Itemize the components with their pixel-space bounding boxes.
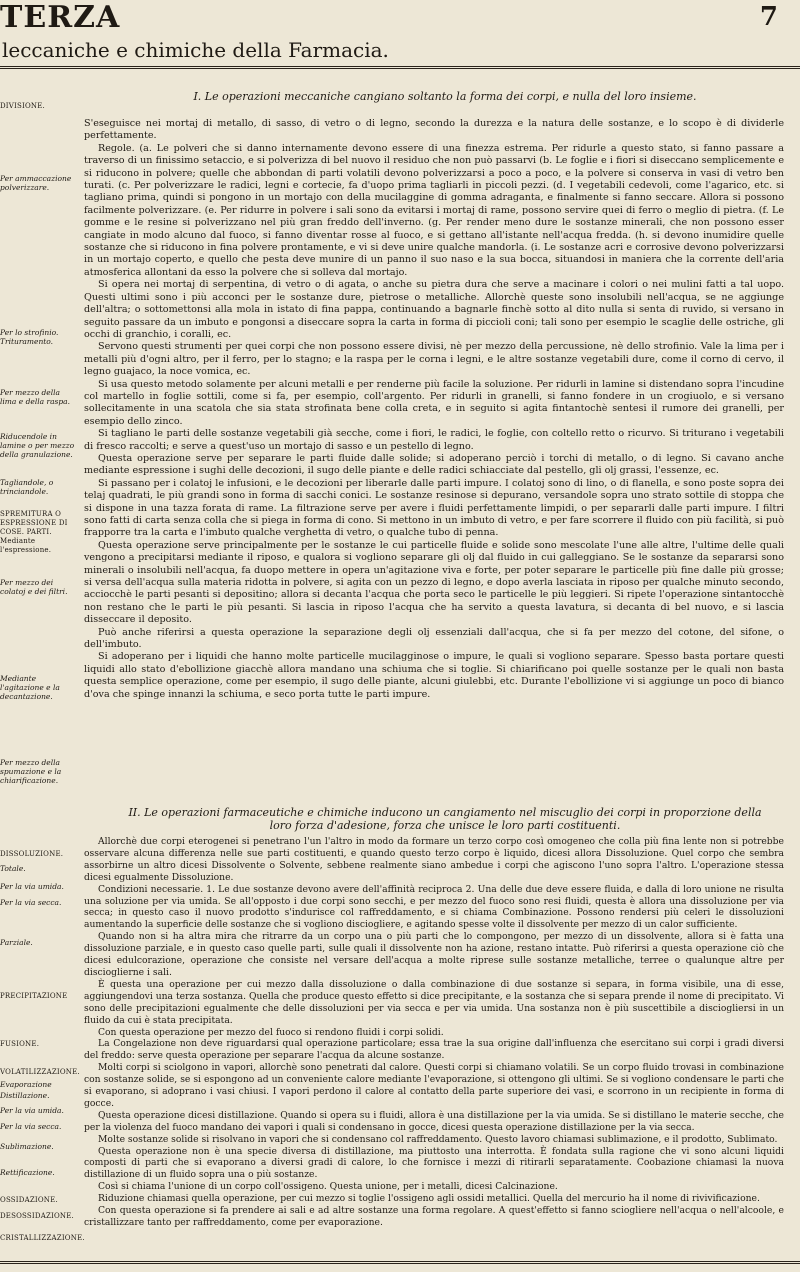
paragraph: Quando non si ha altra mira che ritrarre da un corpo una o più parti che lo compongono, per mezzo di un dissolvente, allora si è fatta una dissoluzione parziale, e in questo caso quelle parti, sulle quali il dissolvente non ha azione, restano intatte. Può riferirsi a questa operazione ciò che dicesi edulcorazione, operazione che consiste nel versare dell'acqua a molte riprese sulle sostanze metalliche, terree o qualunque altre per discioglierne i sali. bbox=[84, 931, 784, 978]
margin-note: Mediante l'agitazione e la decantazione. bbox=[0, 674, 60, 701]
margin-note: Per la via secca. bbox=[0, 1122, 62, 1131]
paragraph: Questa operazione serve principalmente per le sostanze le cui particelle fluide e solide sono mescolate l'une alle altre, l'ultime delle quali vengono a precipitarsi mediante il riposo, e qualora si vogliono separare gli olj dal fluido in cui galleggiano. Se le sostanze da separarsi sono minerali o insolubili nell'acqua, fa duopo mettere in opera un'agitazione viva e forte, per poter separare le particelle più fine dalle più grosse; si versa dell'acqua sulla materia ridotta in polvere, si agita con un pezzo di legno, e dopo averla lasciata in riposo per qualche minuto secondo, acciocchè le parti pesanti si depositino; allora si decanta l'acqua che porta seco le particelle le più leggieri. Si ripete l'operazione sintantocchè non restano che le parti le più pesanti. Si lascia in riposo l'acqua che ha servito a questa lavatura, si decanta di bel nuovo, e si lascia disseccare il deposito. bbox=[84, 539, 784, 626]
margin-note: OSSIDAZIONE. bbox=[0, 1196, 58, 1204]
margin-note: PRECIPITAZIONE bbox=[0, 992, 68, 1000]
paragraph: Riduzione chiamasi quella operazione, per cui mezzo si toglie l'ossigeno agli ossidi metallici. Quella del mercurio ha il nome di rivivificazione. bbox=[98, 1193, 760, 1205]
paragraph: Così si chiama l'unione di un corpo coll'ossigeno. Questa unione, per i metalli, dicesi Calcinazione. bbox=[98, 1181, 558, 1193]
margin-note: Distillazione. bbox=[0, 1091, 50, 1100]
margin-note: Per la via umida. bbox=[0, 882, 64, 891]
paragraph: Con questa operazione per mezzo del fuoco si rendono fluidi i corpi solidi. bbox=[98, 1026, 444, 1038]
paragraph: Si adoperano per i liquidi che hanno molte particelle mucilagginose o impure, le quali si vogliono separare. Spesso basta portare questi liquidi allo stato d'ebollizione giacchè allora mandano una schiuma che si toglie. Si chiarificano poi quelle sostanze per le quali non basta questa semplice operazione, come per esempio, il sugo delle piante, alcuni giulebbi, etc. Durante l'ebollizione vi si aggiunge un poco di bianco d'ova che spinge innanzi la schiuma, e seco porta tutte le parti impure. bbox=[84, 651, 784, 700]
page-number: 7 bbox=[759, 2, 778, 32]
page-subtitle: leccaniche e chimiche della Farmacia. bbox=[2, 38, 389, 62]
paragraph: La Congelazione non deve riguardarsi qual operazione particolare; essa trae la sua origine dall'influenza che esercitano sui corpi i gradi diversi del freddo: serve questa operazione per separare l'acqua da alcune sostanze. bbox=[84, 1038, 784, 1062]
paragraph: Molti corpi si sciolgono in vapori, allorchè sono penetrati dal calore. Questi corpi si chiamano volatili. Se un corpo fluido trovasi in combinazione con sostanze solide, se si espongono ad un conveniente calore mediante l'evaporazione, si ottengono gli ultimi. Se si vogliono condensare le parti che si evaporano, si adoprano i vasi chiusi. I vapori perdono il calore al contatto della parte superiore dei vasi, e scorrono in un recipiente in forma di gocce. bbox=[84, 1062, 784, 1109]
paragraph: Si usa questo metodo solamente per alcuni metalli e per renderne più facile la soluzione. Per ridurli in lamine si distendano sopra l'incudine col martello in foglie sottili, come si fa, per esempio, coll'argento. Per ridurli in granelli, si fanno fondere in un crogiuolo, e si versano sollecitamente in una scatola che sia stata strofinata bene colla creta, e in seguito si agita fintantochè sentesi il rumore dei granelli, per esempio dello zinco. bbox=[84, 378, 784, 427]
margin-note: Per mezzo della lima e della raspa. bbox=[0, 388, 71, 406]
margin-note: Parziale. bbox=[0, 938, 33, 947]
margin-note: FUSIONE. bbox=[0, 1040, 40, 1048]
margin-note: DIVISIONE. bbox=[0, 102, 45, 110]
paragraph: Si passano per i colatoj le infusioni, e le decozioni per liberarle dalle parti impure. I colatoj sono di lino, o di flanella, e sono poste sopra dei telaj quadrati, le più grandi sono in forma di sacchi conici. Le sostanze resinose si depurano, versandole sopra uno strato sottile di stoppa che si dispone in una tazza forata di rame. La filtrazione serve per avere i fluidi perfettamente limpidi, o per separarli dalle parti impure. I filtri sono fatti di carta senza colla che si piega in forma di cono. Si mettono in un imbuto di vetro, e per fare scorrere il fluido con più facilità, si può frapporre tra la carta e l'imbuto qualche verghetta di vetro, o qualche tubo di penna. bbox=[84, 477, 784, 539]
margin-note: SPREMITURA O ESPRESSIONE DI COSE. PARTI. Mediante l'espressione. bbox=[0, 510, 68, 554]
margin-note: Per mezzo della spumazione e la chiarificazione. bbox=[0, 758, 62, 785]
footer-rule bbox=[0, 1261, 800, 1264]
paragraph: Servono questi strumenti per quei corpi che non possono essere divisi, nè per mezzo della percussione, nè dello strofinio. Vale la lima per i metalli più d'ogni altro, per il ferro, per lo stagno; e la raspa per le corna i legni, e le altre sostanze vegetabili dure, come il corno di cervo, il legno guajaco, la noce vomica, ec. bbox=[84, 341, 784, 378]
paragraph: È questa una operazione per cui mezzo dalla dissoluzione o dalla combinazione di due sostanze si separa, in forma visibile, una di esse, aggiungendovi una terza sostanza. Quella che produce questo effetto si dice precipitante, e la sostanza che si separa prende il nome di precipitato. Vi sono delle precipitazioni egualmente che delle dissoluzioni per via secca e per via umida. Una sostanza non è più suscettibile a disciogliersi in un fluido da cui è stata precipitata. bbox=[84, 978, 784, 1026]
running-title: TERZA bbox=[0, 0, 121, 35]
section-2-title: II. Le operazioni farmaceutiche e chimiche inducono un cangiamento nel miscuglio dei corpi in proporzione della loro forza d'adesione, forza che unisce le loro parti costituenti. bbox=[128, 806, 762, 832]
margin-note: Per ammaccazione polverizzare. bbox=[0, 174, 72, 192]
section-1-body bbox=[84, 118, 784, 701]
margin-note: Evaporazione bbox=[0, 1080, 52, 1089]
paragraph: Con questa operazione si fa prendere ai sali e ad altre sostanze una forma regolare. A quest'effetto si fanno sciogliere nell'acqua o nell'alcoole, e cristallizzare tanto per raffreddamento, come per evaporazione. bbox=[84, 1205, 784, 1228]
paragraph: Questa operazione dicesi distillazione. Quando si opera su i fluidi, allora è una distillazione per la via umida. Se si distillano le materie secche, che per la violenza del fuoco mandano dei vapori i quali si condensano in gocce, dicesi questa operazione distillazione per la via secca. bbox=[84, 1109, 784, 1133]
margin-note: Per la via secca. bbox=[0, 898, 62, 907]
paragraph: S'eseguisce nei mortaj di metallo, di sasso, di vetro o di legno, secondo la durezza e la natura delle sostanze, e lo scopo è di dividerle perfettamente. bbox=[84, 118, 784, 142]
margin-note: Sublimazione. bbox=[0, 1142, 54, 1151]
margin-note: Rettificazione. bbox=[0, 1168, 55, 1177]
margin-note: Totale. bbox=[0, 864, 26, 873]
margin-note: Riducendole in lamine o per mezzo della granulazione. bbox=[0, 432, 75, 459]
margin-note: DISSOLUZIONE. bbox=[0, 850, 64, 858]
margin-note: Per la via umida. bbox=[0, 1106, 64, 1115]
margin-note: VOLATILIZZAZIONE. bbox=[0, 1068, 80, 1076]
margin-note: CRISTALLIZZAZIONE. bbox=[0, 1234, 85, 1242]
paragraph: Può anche riferirsi a questa operazione la separazione degli olj essenziali dall'acqua, che si fa per mezzo del cotone, del sifone, o dell'imbuto. bbox=[84, 626, 784, 651]
paragraph: Questa operazione serve per separare le parti fluide dalle solide; si adoperano perciò i torchi di metallo, o di legno. Si cavano anche mediante espressione i sughi delle decozioni, il sugo delle piante e delle radici schiacciate dal pestello, gli olj grassi, l'essenze, ec. bbox=[84, 452, 784, 477]
paragraph: Condizioni necessarie. 1. Le due sostanze devono avere dell'affinità reciproca 2. Una delle due deve essere fluida, e dalla di loro unione ne risulta una soluzione per via umida. Se all'opposto i due corpi sono secchi, e per mezzo del fuoco sono resi fluidi, questa è allora una dissoluzione per via secca; in questo caso il nuovo prodotto s'indurisce col raffreddamento, e si chiama Combinazione. Possono rendersi più celeri le dissoluzioni aumentando la superficie delle sostanze che si vogliono disciogliere, e agitando spesse volte il dissolvente per mezzo di un calor sufficiente. bbox=[84, 883, 784, 931]
margin-note: Tagliandole, o trinciandole. bbox=[0, 478, 54, 496]
paragraph: Regole. (a. Le polveri che si danno internamente devono essere di una finezza estrema. Per ridurle a questo stato, si fanno passare a traverso di un finissimo setaccio, e si polverizza di bel nuovo il residuo che non può passarvi (b. Le foglie e i fiori si diseccano semplicemente e si riducono in polvere; quelle che abbondan di parti volatili devono polverizzarsi a poco a poco, e la polvere si conserva in vasi di vetro ben turati. (c. Per polverizzare le radici, legni e cortecie, fa d'uopo prima tagliarli in piccoli pezzi. (d. I vegetabili cedevoli, come l'agarico, etc. si tagliano prima, quindi si pongono in un mortajo con della mucilaggine di gomma adraganta, e finalmente si fanno seccare. Allora si possono facilmente polverizzare. (e. Per ridurre in polvere i sali sono da evitarsi i mortaj di rame, possono servire quei di ferro o meglio di pietra. (f. Le gomme e le resine si polverizzano nel più gran freddo dell'inverno. (g. Per render meno dure le sostanze minerali, che non possono esser cangiate in modo alcuno dal fuoco, si fanno diventar rosse al fuoco, e si gettano all'istante nell'acqua fredda. (h. si devono inumidire quelle sostanze che si riducono in fina polvere prontamente, e vi si deve unire qualche mandorla. (i. Le sostanze acri e corrosive devono polverizzarsi in un mortajo coperto, e quello che pesta deve munire di un panno il suo naso e la sua bocca, situandosi in maniera che la corrente dell'aria atmosferica allontani da esso la polvere che si solleva dal mortajo. bbox=[84, 142, 784, 278]
section-2-body bbox=[84, 836, 784, 1229]
paragraph: Si tagliano le parti delle sostanze vegetabili già secche, come i fiori, le radici, le foglie, con coltello retto o ricurvo. Si triturano i vegetabili di fresco raccolti; e serve a quest'uso un mortajo di sasso e un pestello di legno. bbox=[84, 428, 784, 452]
paragraph: Allorchè due corpi eterogenei si penetrano l'un l'altro in modo da formare un terzo corpo così omogeneo che colla più fina lente non si potrebbe osservare alcuna differenza nelle sue parti costituenti, e quando questo terzo corpo è liquido, dicesi allora Dissoluzione. Quel corpo che sembra assorbirne un altro dicesi Dissolvente o Solvente, sebbene realmente siano ambedue i corpi che agiscono l'uno sopra l'altro. L'operazione stessa dicesi egualmente Dissoluzione. bbox=[84, 836, 784, 883]
margin-note: DESOSSIDAZIONE. bbox=[0, 1212, 74, 1220]
paragraph: Si opera nei mortaj di serpentina, di vetro o di agata, o anche su pietra dura che serve a macinare i colori o nei mulini fatti a tal uopo. Questi ultimi sono i più acconci per le sostanze dure, pietrose o metalliche. Allorchè queste sono insolubili nell'acqua, se ne aggiunge dell'altra; o sottomettonsi alla mola in istato di fina pappa, continuando a bagnarle finchè sotto al dito nulla si senta di ruvido, si versano in seguito passare da un imbuto e pongonsi a diseccare sopra la carta in forma di piccioli coni; tali sono per esempio le scaglie delle ostriche, gli occhi di granchio, i coralli, ec. bbox=[84, 279, 784, 340]
paragraph: Molte sostanze solide si risolvano in vapori che si condensano col raffreddamento. Questo lavoro chiamasi sublimazione, e il prodotto, Sublimato. bbox=[98, 1133, 778, 1145]
margin-note: Per mezzo dei colatoj e dei filtri. bbox=[0, 578, 68, 596]
margin-note: Per lo strofinio. Trituramento. bbox=[0, 328, 59, 346]
header-rule bbox=[0, 66, 800, 69]
section-1-title: I. Le operazioni meccaniche cangiano soltanto la forma dei corpi, e nulla del loro insieme. bbox=[193, 90, 697, 103]
paragraph: Questa operazione non è una specie diversa di distillazione, ma piuttosto una interrotta. È fondata sulla ragione che vi sono alcuni liquidi composti di parti che si evaporano a diversi gradi di calore, lo che fornisce i mezzi di ritirarli separatamente. Coobazione chiamasi la nuova distillazione di un fluido sopra una o più sostanze. bbox=[84, 1145, 784, 1181]
